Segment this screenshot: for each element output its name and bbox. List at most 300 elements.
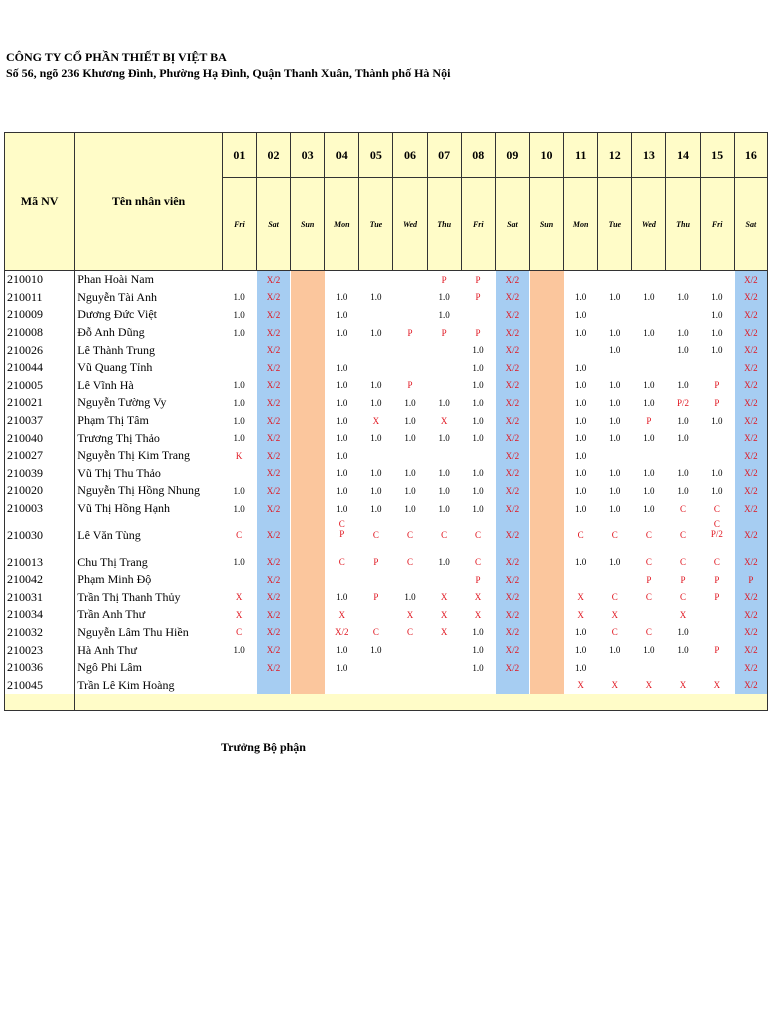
day-header: 10 [529, 133, 563, 178]
attendance-cell [291, 341, 325, 359]
totals-cell [495, 694, 529, 711]
attendance-cell: 1.0 [472, 645, 484, 656]
attendance-cell: X [679, 609, 687, 620]
weekday-header: Sun [291, 178, 325, 271]
day-header: 16 [734, 133, 767, 178]
attendance-cell: 1.0 [609, 557, 621, 568]
attendance-cell [700, 359, 734, 377]
attendance-cell: 1.0 [711, 468, 723, 479]
attendance-cell: X/2 [256, 500, 290, 518]
attendance-cell: 1.0 [336, 592, 348, 603]
attendance-cell: 1.0 [609, 415, 621, 426]
attendance-code: P/2 [710, 529, 723, 540]
attendance-cell: 1.0 [677, 292, 689, 303]
attendance-cell: C [407, 627, 414, 638]
attendance-cell: 1.0 [711, 292, 723, 303]
attendance-cell: X [577, 609, 584, 620]
attendance-cell: 1.0 [370, 503, 382, 514]
employee-name: Trương Thị Thảo [77, 430, 160, 445]
employee-row [5, 553, 768, 571]
totals-row [5, 694, 768, 711]
attendance-code: C [338, 519, 345, 530]
attendance-cell: X/2 [256, 659, 290, 677]
attendance-cell [291, 553, 325, 571]
attendance-cell [529, 289, 563, 307]
attendance-cell: 1.0 [336, 485, 348, 496]
attendance-cell: X [679, 680, 687, 691]
attendance-cell: X/2 [256, 571, 290, 589]
employee-id: 210020 [5, 482, 75, 500]
attendance-cell [393, 571, 427, 589]
employee-id: 210027 [5, 447, 75, 465]
attendance-cell: 1.0 [370, 380, 382, 391]
attendance-cell: 1.0 [609, 503, 621, 514]
attendance-cell: 1.0 [472, 503, 484, 514]
attendance-cell: C [441, 530, 448, 541]
attendance-cell [700, 624, 734, 642]
attendance-cell [529, 641, 563, 659]
attendance-cell: C [372, 627, 379, 638]
attendance-cell: X/2 [734, 465, 767, 483]
attendance-cell [256, 676, 290, 694]
attendance-cell [393, 341, 427, 359]
employee-name: Lê Vĩnh Hà [77, 377, 134, 392]
attendance-cell: X/2 [495, 429, 529, 447]
attendance-cell [325, 517, 359, 553]
attendance-cell: X/2 [734, 517, 767, 553]
attendance-cell: 1.0 [575, 292, 587, 303]
attendance-cell: 1.0 [677, 327, 689, 338]
attendance-cell [632, 447, 666, 465]
attendance-cell: X/2 [734, 324, 767, 342]
attendance-cell: 1.0 [233, 380, 245, 391]
attendance-cell [222, 465, 256, 483]
weekday-header: Sat [256, 178, 290, 271]
attendance-cell: 1.0 [609, 645, 621, 656]
attendance-cell: 1.0 [438, 292, 450, 303]
attendance-cell [598, 659, 632, 677]
employee-id: 210044 [5, 359, 75, 377]
totals-cell [564, 694, 598, 711]
attendance-cell: 1.0 [609, 468, 621, 479]
attendance-cell [529, 359, 563, 377]
attendance-cell: X [440, 627, 448, 638]
attendance-cell [529, 271, 563, 289]
employee-name: Trần Thị Thanh Thủy [77, 589, 181, 604]
day-header: 02 [256, 133, 290, 178]
attendance-cell: C [236, 627, 243, 638]
employee-name: Nguyễn Tài Anh [77, 289, 158, 304]
attendance-cell: 1.0 [336, 380, 348, 391]
attendance-cell: X/2 [734, 624, 767, 642]
employee-id: 210009 [5, 306, 75, 324]
attendance-cell: C [680, 503, 687, 514]
employee-row [5, 465, 768, 483]
attendance-cell: X/2 [734, 641, 767, 659]
employee-name: Đỗ Anh Dũng [77, 325, 145, 340]
attendance-cell: C [236, 530, 243, 541]
attendance-cell: X/2 [734, 500, 767, 518]
company-address: Số 56, ngõ 236 Khương Đình, Phường Hạ Đình, Quận Thanh Xuân, Thành phố Hà Nội [6, 66, 451, 80]
employee-id: 210021 [5, 394, 75, 412]
attendance-cell [359, 659, 393, 677]
totals-cell [632, 694, 666, 711]
employee-name: Vũ Quang Tỉnh [77, 360, 153, 375]
attendance-cell: P [734, 571, 767, 589]
attendance-cell: C [645, 592, 652, 603]
attendance-cell [598, 447, 632, 465]
attendance-cell: P [475, 327, 481, 338]
attendance-cell: 1.0 [438, 397, 450, 408]
attendance-cell: 1.0 [472, 468, 484, 479]
attendance-cell [291, 412, 325, 430]
attendance-cell [529, 606, 563, 624]
attendance-cell: X/2 [256, 271, 290, 289]
attendance-cell: 1.0 [472, 627, 484, 638]
attendance-cell: P [407, 380, 413, 391]
attendance-cell: 1.0 [472, 397, 484, 408]
weekday-header: Mon [564, 178, 598, 271]
attendance-cell [222, 571, 256, 589]
attendance-cell [291, 500, 325, 518]
attendance-cell: X [577, 680, 584, 691]
weekday-header: Thu [666, 178, 700, 271]
attendance-cell [222, 359, 256, 377]
attendance-cell: X/2 [256, 641, 290, 659]
attendance-cell: X [372, 415, 380, 426]
attendance-cell [359, 676, 393, 694]
attendance-cell [393, 659, 427, 677]
attendance-cell: X/2 [256, 606, 290, 624]
attendance-cell: 1.0 [677, 468, 689, 479]
attendance-cell [427, 341, 461, 359]
attendance-cell: X/2 [495, 447, 529, 465]
attendance-cell: X/2 [495, 517, 529, 553]
employee-row [5, 624, 768, 642]
attendance-cell: X/2 [256, 412, 290, 430]
attendance-cell: X/2 [495, 289, 529, 307]
employee-id: 210010 [5, 271, 75, 289]
day-header: 06 [393, 133, 427, 178]
attendance-cell: 1.0 [575, 468, 587, 479]
attendance-cell: 1.0 [233, 645, 245, 656]
weekday-header: Fri [222, 178, 256, 271]
attendance-cell: 1.0 [575, 557, 587, 568]
attendance-cell [529, 447, 563, 465]
attendance-cell: X [611, 680, 619, 691]
attendance-cell [291, 589, 325, 607]
employee-row [5, 359, 768, 377]
attendance-cell: 1.0 [336, 662, 348, 673]
attendance-cell: 1.0 [233, 503, 245, 514]
attendance-cell [291, 606, 325, 624]
attendance-cell [359, 571, 393, 589]
attendance-cell [700, 429, 734, 447]
attendance-cell: X/2 [256, 465, 290, 483]
attendance-cell: 1.0 [404, 433, 416, 444]
attendance-cell: X/2 [256, 624, 290, 642]
attendance-cell: 1.0 [643, 503, 655, 514]
employee-id: 210026 [5, 341, 75, 359]
attendance-cell [427, 641, 461, 659]
attendance-cell: X/2 [495, 465, 529, 483]
column-header-name: Tên nhân viên [75, 133, 223, 271]
employee-name: Phạm Minh Độ [77, 572, 152, 587]
weekday-header: Mon [325, 178, 359, 271]
attendance-cell: 1.0 [472, 380, 484, 391]
attendance-cell [700, 271, 734, 289]
attendance-cell [393, 447, 427, 465]
attendance-cell: 1.0 [370, 645, 382, 656]
attendance-cell [529, 306, 563, 324]
employee-name: Chu Thị Trang [77, 554, 148, 569]
attendance-cell: 1.0 [575, 627, 587, 638]
attendance-cell [427, 359, 461, 377]
attendance-cell: P [714, 380, 720, 391]
employee-row [5, 589, 768, 607]
employee-name: Hà Anh Thư [77, 642, 137, 657]
attendance-cell: P [680, 574, 686, 585]
attendance-cell [632, 659, 666, 677]
attendance-cell: P [373, 592, 379, 603]
attendance-cell [461, 447, 495, 465]
attendance-cell: 1.0 [404, 468, 416, 479]
day-header: 15 [700, 133, 734, 178]
attendance-cell: 1.0 [643, 645, 655, 656]
attendance-cell: X [235, 609, 243, 620]
employee-row [5, 429, 768, 447]
attendance-cell [291, 517, 325, 553]
employee-id: 210031 [5, 589, 75, 607]
attendance-cell: X/2 [495, 589, 529, 607]
attendance-cell: 1.0 [609, 485, 621, 496]
attendance-cell: C [713, 557, 720, 568]
attendance-cell: 1.0 [643, 397, 655, 408]
attendance-cell [291, 429, 325, 447]
attendance-cell: 1.0 [472, 362, 484, 373]
attendance-cell [529, 676, 563, 694]
attendance-cell: C [645, 530, 652, 541]
attendance-cell: X/2 [495, 324, 529, 342]
employee-row [5, 447, 768, 465]
attendance-cell: P [441, 327, 447, 338]
employee-name: Nguyễn Tường Vy [77, 395, 167, 410]
attendance-cell: 1.0 [336, 645, 348, 656]
attendance-cell [529, 659, 563, 677]
attendance-cell [632, 606, 666, 624]
totals-cell [393, 694, 427, 711]
attendance-cell: 1.0 [472, 662, 484, 673]
attendance-cell: X/2 [495, 606, 529, 624]
employee-id: 210023 [5, 641, 75, 659]
attendance-cell: 1.0 [609, 433, 621, 444]
attendance-cell [291, 289, 325, 307]
attendance-cell [700, 659, 734, 677]
weekday-header: Tue [598, 178, 632, 271]
attendance-cell: X [440, 415, 448, 426]
attendance-cell: X/2 [734, 341, 767, 359]
attendance-cell: X/2 [256, 289, 290, 307]
employee-row [5, 377, 768, 395]
attendance-cell: X/2 [734, 482, 767, 500]
employee-name: Lê Thành Trung [77, 342, 156, 357]
attendance-cell: C [475, 530, 482, 541]
attendance-cell [291, 394, 325, 412]
attendance-cell [393, 676, 427, 694]
attendance-cell [529, 377, 563, 395]
attendance-cell: 1.0 [575, 362, 587, 373]
attendance-cell: 1.0 [609, 397, 621, 408]
attendance-cell: 1.0 [336, 415, 348, 426]
totals-cell [598, 694, 632, 711]
totals-cell [427, 694, 461, 711]
attendance-cell [598, 271, 632, 289]
attendance-cell: P [427, 271, 461, 289]
attendance-cell: 1.0 [370, 397, 382, 408]
attendance-cell: 1.0 [711, 327, 723, 338]
attendance-cell [427, 676, 461, 694]
attendance-cell: 1.0 [233, 433, 245, 444]
attendance-cell [529, 571, 563, 589]
attendance-cell: 1.0 [233, 557, 245, 568]
attendance-cell: 1.0 [575, 485, 587, 496]
attendance-cell: 1.0 [336, 362, 348, 373]
totals-cell [700, 694, 734, 711]
signature-label: Trưởng Bộ phận [221, 740, 306, 754]
attendance-cell: 1.0 [609, 292, 621, 303]
attendance-cell: P [475, 574, 481, 585]
attendance-cell: 1.0 [643, 433, 655, 444]
attendance-cell [359, 271, 393, 289]
attendance-cell: 1.0 [472, 415, 484, 426]
attendance-cell: C [680, 557, 687, 568]
attendance-cell [427, 659, 461, 677]
employee-row [5, 341, 768, 359]
attendance-cell: 1.0 [233, 415, 245, 426]
attendance-cell: 1.0 [575, 415, 587, 426]
attendance-cell: 1.0 [677, 645, 689, 656]
attendance-cell: 1.0 [575, 645, 587, 656]
attendance-cell [632, 306, 666, 324]
attendance-cell: X/2 [495, 659, 529, 677]
attendance-cell: P [373, 557, 379, 568]
attendance-cell [529, 624, 563, 642]
weekday-header: Tue [359, 178, 393, 271]
day-header: 05 [359, 133, 393, 178]
attendance-cell: 1.0 [336, 450, 348, 461]
attendance-cell: 1.0 [677, 415, 689, 426]
attendance-cell: X/2 [495, 412, 529, 430]
attendance-cell: P [407, 327, 413, 338]
attendance-cell: P [646, 574, 652, 585]
day-header: 12 [598, 133, 632, 178]
attendance-cell: 1.0 [643, 485, 655, 496]
attendance-cell [291, 676, 325, 694]
attendance-cell: C [407, 530, 414, 541]
attendance-cell: P [714, 574, 720, 585]
attendance-cell: X/2 [734, 394, 767, 412]
attendance-cell: 1.0 [438, 468, 450, 479]
attendance-cell [666, 271, 700, 289]
totals-cell [256, 694, 290, 711]
attendance-cell: X/2 [495, 641, 529, 659]
attendance-cell: X/2 [734, 271, 767, 289]
attendance-cell: 1.0 [336, 309, 348, 320]
table-body [5, 271, 768, 711]
totals-cell [359, 694, 393, 711]
attendance-cell [393, 641, 427, 659]
attendance-cell: X/2 [495, 394, 529, 412]
employee-id: 210008 [5, 324, 75, 342]
attendance-cell: 1.0 [438, 557, 450, 568]
attendance-cell: X/2 [256, 482, 290, 500]
attendance-cell [359, 306, 393, 324]
weekday-header: Wed [632, 178, 666, 271]
attendance-cell: X/2 [734, 412, 767, 430]
employee-id: 210003 [5, 500, 75, 518]
attendance-cell: 1.0 [404, 485, 416, 496]
employee-row [5, 571, 768, 589]
employee-row [5, 306, 768, 324]
attendance-cell [291, 641, 325, 659]
employee-name: Lê Văn Tùng [77, 527, 141, 542]
attendance-cell: X/2 [256, 394, 290, 412]
attendance-cell: C [645, 557, 652, 568]
attendance-cell: X/2 [734, 447, 767, 465]
attendance-cell: X/2 [495, 377, 529, 395]
attendance-cell: X/2 [734, 659, 767, 677]
day-header: 04 [325, 133, 359, 178]
day-header: 13 [632, 133, 666, 178]
attendance-cell: X/2 [734, 676, 767, 694]
attendance-cell: 1.0 [643, 380, 655, 391]
attendance-cell: 1.0 [404, 415, 416, 426]
attendance-cell: 1.0 [575, 327, 587, 338]
attendance-cell: C [372, 530, 379, 541]
day-header: 09 [495, 133, 529, 178]
attendance-cell [222, 341, 256, 359]
attendance-cell [222, 659, 256, 677]
attendance-cell [529, 394, 563, 412]
attendance-cell [291, 324, 325, 342]
company-name: CÔNG TY CỔ PHẦN THIẾT BỊ VIỆT BA [6, 50, 227, 64]
attendance-cell: X/2 [495, 624, 529, 642]
attendance-cell: 1.0 [336, 468, 348, 479]
attendance-cell: X/2 [256, 447, 290, 465]
attendance-cell [666, 359, 700, 377]
attendance-cell: 1.0 [370, 485, 382, 496]
attendance-cell: 1.0 [711, 345, 723, 356]
attendance-cell: C [611, 627, 618, 638]
attendance-cell: 1.0 [370, 292, 382, 303]
attendance-cell: X/2 [256, 517, 290, 553]
attendance-cell: 1.0 [677, 380, 689, 391]
employee-id: 210034 [5, 606, 75, 624]
attendance-cell: X/2 [734, 289, 767, 307]
attendance-cell [393, 359, 427, 377]
attendance-cell [325, 676, 359, 694]
attendance-cell: 1.0 [336, 292, 348, 303]
attendance-cell [564, 271, 598, 289]
attendance-cell: 1.0 [711, 415, 723, 426]
employee-id: 210036 [5, 659, 75, 677]
attendance-cell [529, 589, 563, 607]
attendance-cell: C [475, 557, 482, 568]
attendance-cell [598, 359, 632, 377]
attendance-cell: X/2 [734, 553, 767, 571]
employee-id: 210042 [5, 571, 75, 589]
attendance-cell: X [338, 609, 346, 620]
